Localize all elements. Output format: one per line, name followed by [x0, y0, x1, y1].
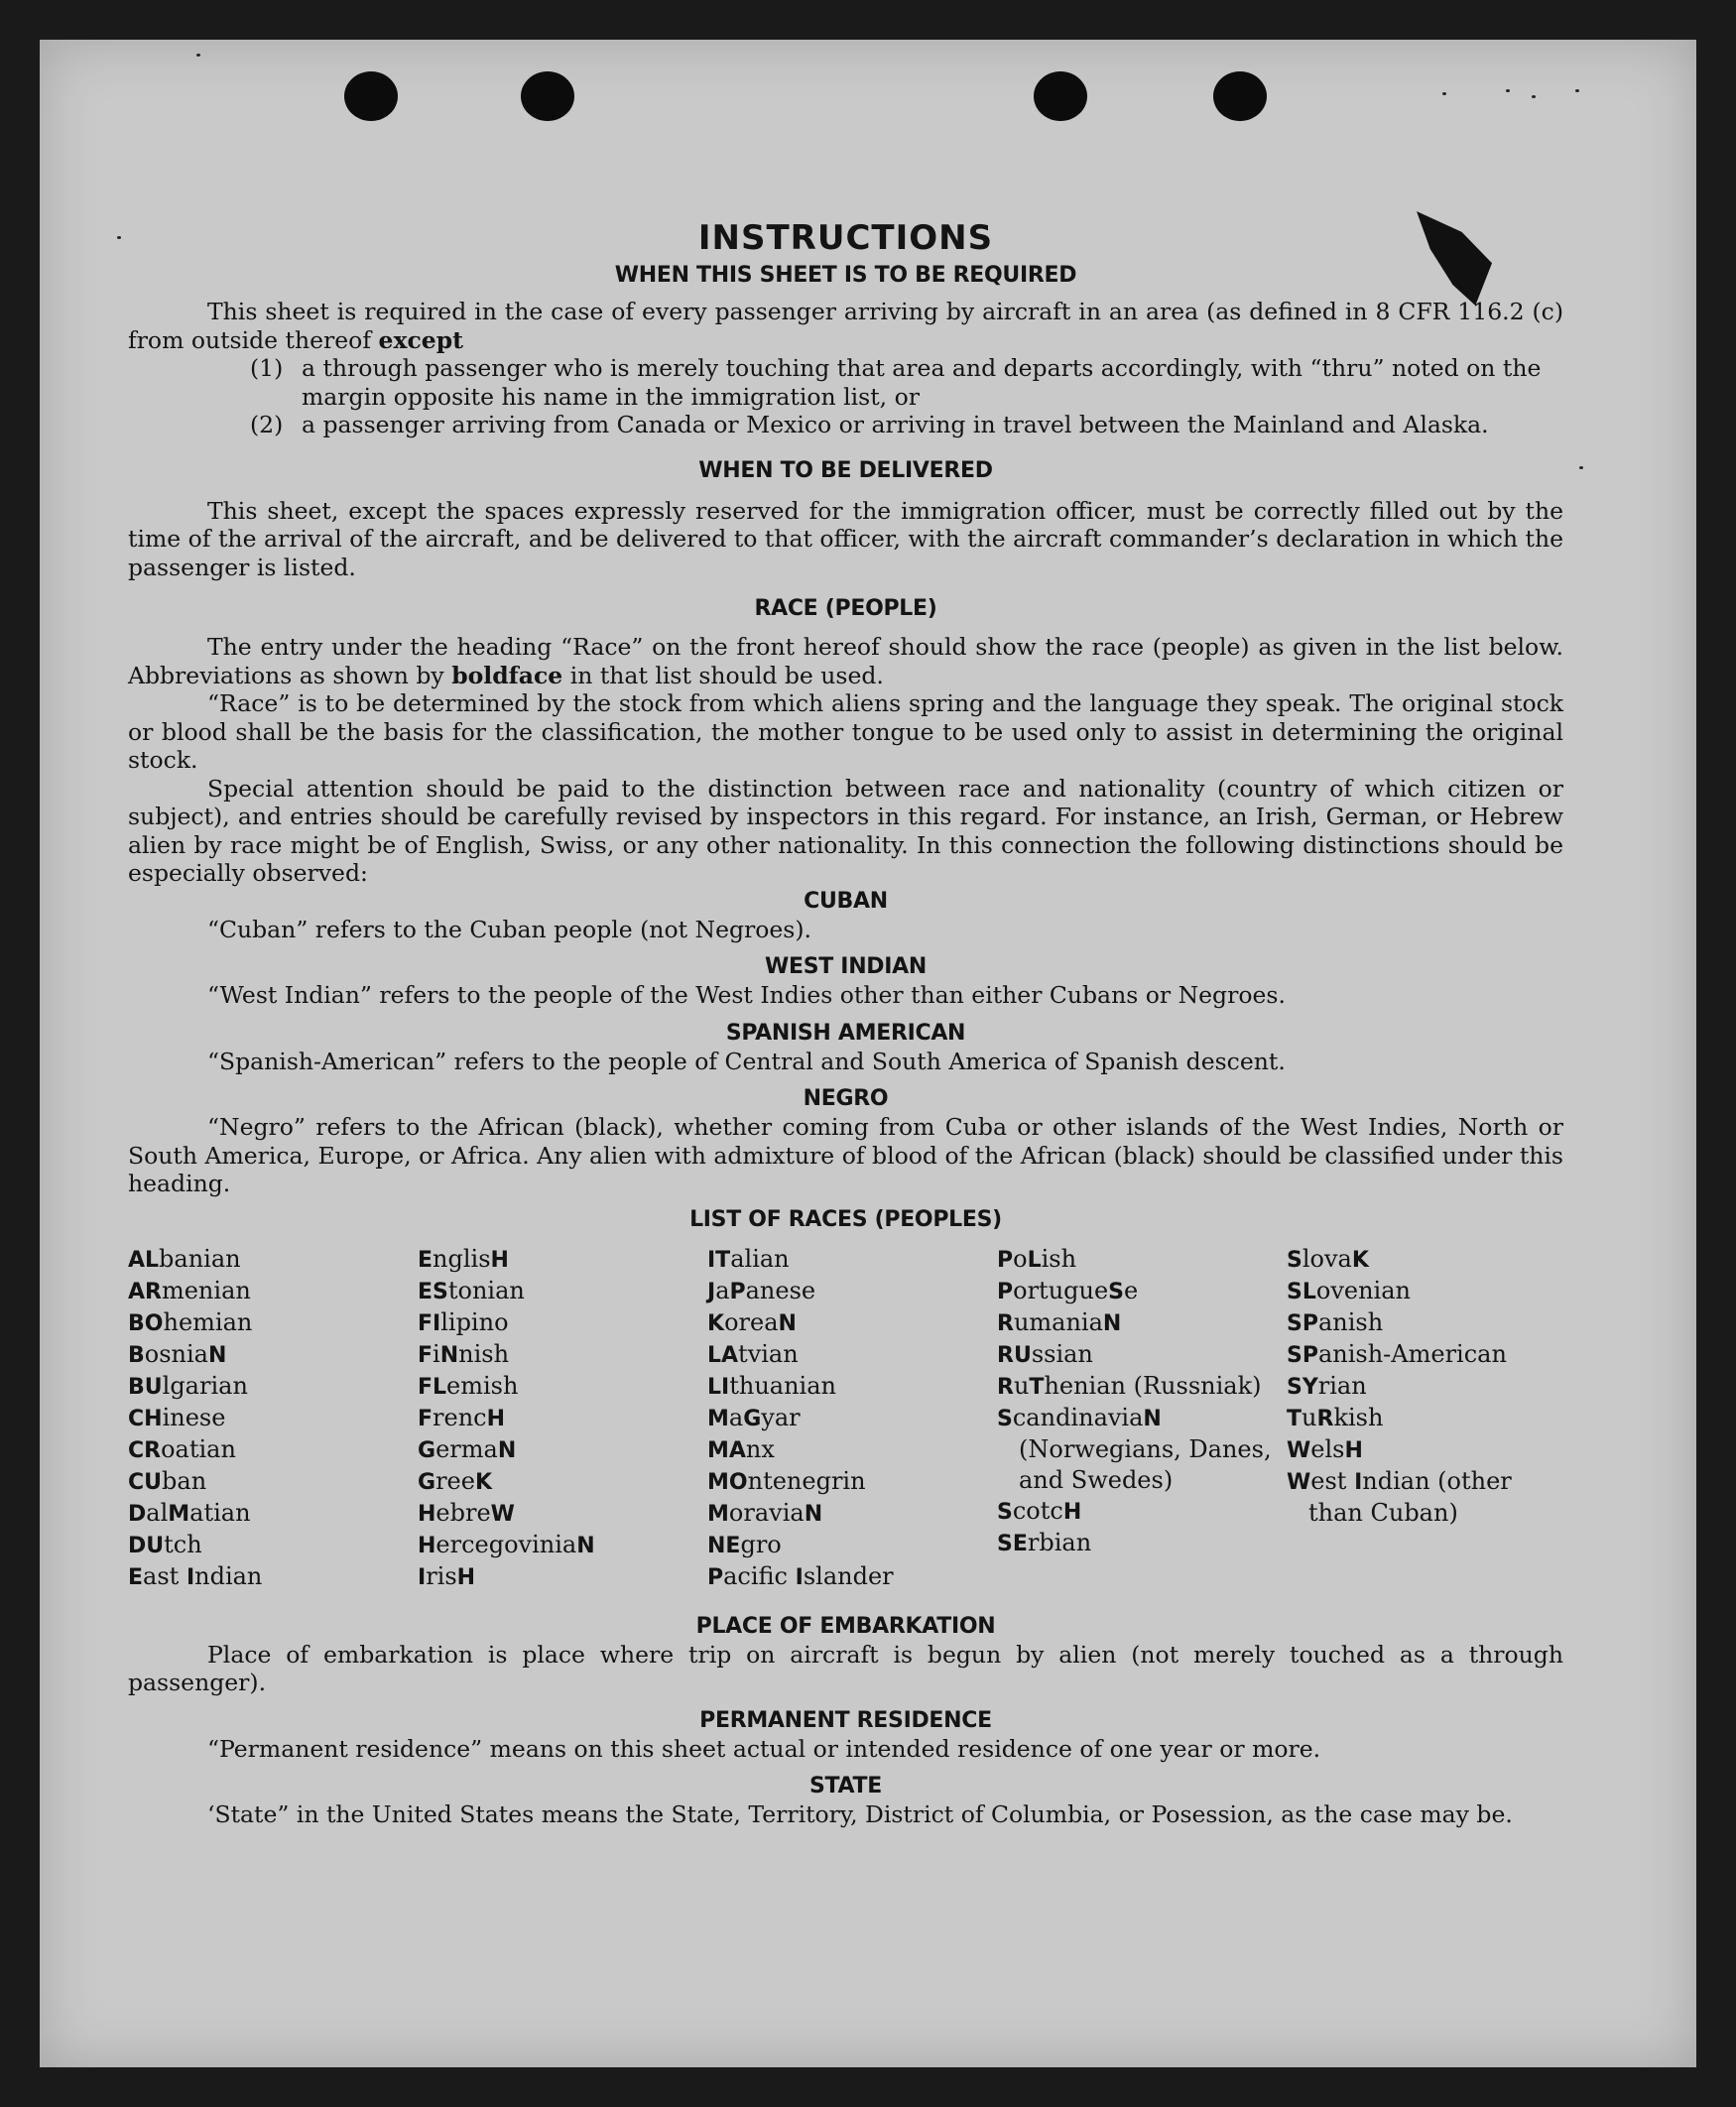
page-title: INSTRUCTIONS	[697, 218, 994, 258]
when-delivered-text: This sheet, except the spaces expressly reserved for the immigration officer, must be correctly filled out by the time of the arrival of the aircraft, and be delivered to that officer, with the aircraft commander’s declaration in which the passenger is listed.	[128, 496, 1563, 581]
race-east-indian: East Indian	[128, 1561, 263, 1590]
heading-state: STATE	[809, 1774, 882, 1798]
race-slovenian: SLovenian	[1287, 1276, 1411, 1304]
race-estonian: EStonian	[418, 1276, 525, 1304]
race-korean: KoreaN	[707, 1307, 797, 1336]
when-required-intro: This sheet is required in the case of every passenger arriving by aircraft in an area (as defined in 8 CFR 116.2 (c) from outside thereof except	[128, 298, 1563, 354]
race-welsh: WelsH	[1287, 1434, 1363, 1463]
speck-mark	[196, 54, 200, 57]
race-finnish: FiNnish	[418, 1339, 510, 1368]
race-german: GermaN	[418, 1434, 517, 1463]
race-dutch: DUtch	[128, 1530, 202, 1558]
race-paragraph-2: “Race” is to be determined by the stock from which aliens spring and the language they speak. The original stock or blood shall be the basis for the classification, the mother tongue to be used only to assist in determining the original stock.	[128, 689, 1563, 774]
speck-mark	[1532, 95, 1536, 98]
heading-when-required: WHEN THIS SHEET IS TO BE REQUIRED	[614, 263, 1077, 288]
race-japanese: JaPanese	[707, 1276, 816, 1304]
race-dalmatian: DalMatian	[128, 1498, 251, 1527]
residence-text: “Permanent residence” means on this sheet actual or intended residence of one year or more.	[207, 1734, 1321, 1763]
punch-hole	[1034, 71, 1087, 121]
heading-cuban: CUBAN	[804, 888, 888, 914]
race-ruthenian: RuThenian (Russniak)	[997, 1371, 1262, 1400]
heading-west-indian: WEST INDIAN	[765, 954, 927, 979]
race-cuban: CUban	[128, 1466, 207, 1495]
race-syrian: SYrian	[1287, 1371, 1367, 1400]
instructions-content	[128, 179, 1563, 1829]
race-scandinavian: ScandinaviaN (Norwegians, Danes, and Swedes)	[997, 1403, 1272, 1494]
heading-when-delivered: WHEN TO BE DELIVERED	[698, 457, 993, 483]
race-russian: RUssian	[997, 1339, 1093, 1368]
races-column-1	[128, 1244, 418, 1593]
embarkation-text: Place of embarkation is place where trip on aircraft is begun by alien (not merely touched as a through passenger).	[128, 1640, 1563, 1696]
speck-mark	[1506, 89, 1510, 92]
heading-place-of-embarkation: PLACE OF EMBARKATION	[695, 1613, 996, 1639]
punch-hole	[521, 71, 574, 121]
race-filipino: FIlipino	[418, 1307, 509, 1336]
cuban-text: “Cuban” refers to the Cuban people (not Negroes).	[207, 915, 812, 943]
heading-negro: NEGRO	[803, 1086, 889, 1111]
race-hebrew: HebreW	[418, 1498, 515, 1527]
race-chinese: CHinese	[128, 1403, 226, 1431]
punch-hole	[344, 71, 398, 121]
west-indian-text: “West Indian” refers to the people of the West Indies other than either Cubans or Negroes.	[207, 981, 1286, 1009]
heading-permanent-residence: PERMANENT RESIDENCE	[699, 1707, 992, 1733]
race-greek: GreeK	[418, 1466, 493, 1495]
race-rumanian: RumaniaN	[997, 1307, 1122, 1336]
document-sheet	[40, 40, 1696, 2067]
races-column-2	[418, 1244, 707, 1593]
speck-mark	[1575, 89, 1579, 92]
race-spanish-american: SPanish-American	[1287, 1339, 1507, 1368]
races-column-4	[997, 1244, 1287, 1593]
race-paragraph-1: The entry under the heading “Race” on the front hereof should show the race (people) as given in the list below. Abbreviations as shown by boldface in that list should be used.	[128, 633, 1563, 689]
race-latvian: LAtvian	[707, 1339, 799, 1368]
race-montenegrin: MOntenegrin	[707, 1466, 866, 1495]
when-required-item-2: (2) a passenger arriving from Canada or Mexico or arriving in travel between the Mainland and Alaska.	[250, 411, 1489, 438]
race-turkish: TuRkish	[1287, 1403, 1384, 1431]
races-list	[128, 1244, 1563, 1593]
heading-list-of-races: LIST OF RACES (PEOPLES)	[689, 1206, 1002, 1232]
race-armenian: ARmenian	[128, 1276, 251, 1304]
race-english: EnglisH	[418, 1244, 509, 1273]
punch-hole	[1213, 71, 1267, 121]
race-negro: NEgro	[707, 1530, 782, 1558]
race-albanian: ALbanian	[128, 1244, 241, 1273]
race-scotch: ScotcH	[997, 1496, 1082, 1525]
race-hercegovinian: HercegoviniaN	[418, 1530, 595, 1558]
race-paragraph-3: Special attention should be paid to the distinction between race and nationality (country of which citizen or subject), and entries should be carefully revised by inspectors in this regard. For instance, an Irish, German, or Hebrew alien by race might be of English, Swiss, or any other nationality. In this connection the following distinctions should be especially observed:	[128, 774, 1563, 887]
negro-text: “Negro” refers to the African (black), whether coming from Cuba or other islands of the West Indies, North or South America, Europe, or Africa. Any alien with admixture of blood of the African (black) should be classified under this heading.	[128, 1113, 1563, 1197]
race-portuguese: PortugueSe	[997, 1276, 1139, 1304]
race-french: FrencH	[418, 1403, 506, 1431]
race-bulgarian: BUlgarian	[128, 1371, 248, 1400]
race-bosnian: BosniaN	[128, 1339, 227, 1368]
race-lithuanian: LIthuanian	[707, 1371, 836, 1400]
races-column-3	[707, 1244, 997, 1593]
race-west-indian: West Indian (other than Cuban)	[1287, 1466, 1512, 1527]
race-bohemian: BOhemian	[128, 1307, 253, 1336]
state-text: ‘State” in the United States means the State, Territory, District of Columbia, or Posession, as the case may be.	[207, 1800, 1513, 1828]
race-slovak: SlovaK	[1287, 1244, 1369, 1273]
race-irish: IrisH	[418, 1561, 476, 1590]
when-required-item-1: (1) a through passenger who is merely touching that area and departs accordingly, with “thru” noted on the margin opposite his name in the immigration list, or	[250, 354, 1542, 411]
race-spanish: SPanish	[1287, 1307, 1384, 1336]
speck-mark	[1579, 466, 1583, 469]
heading-spanish-american: SPANISH AMERICAN	[725, 1020, 966, 1046]
speck-mark	[1442, 92, 1446, 95]
races-column-5	[1287, 1244, 1563, 1593]
race-flemish: FLemish	[418, 1371, 519, 1400]
race-italian: ITalian	[707, 1244, 790, 1273]
race-croatian: CRoatian	[128, 1434, 236, 1463]
race-polish: PoLish	[997, 1244, 1077, 1273]
heading-race: RACE (PEOPLE)	[754, 596, 937, 621]
speck-mark	[117, 236, 121, 239]
race-moravian: MoraviaN	[707, 1498, 823, 1527]
race-manx: MAnx	[707, 1434, 775, 1463]
race-pacific-islander: Pacific Islander	[707, 1561, 894, 1590]
race-serbian: SErbian	[997, 1528, 1092, 1556]
race-magyar: MaGyar	[707, 1403, 801, 1431]
spanish-american-text: “Spanish-American” refers to the people of Central and South America of Spanish descent.	[207, 1047, 1286, 1075]
